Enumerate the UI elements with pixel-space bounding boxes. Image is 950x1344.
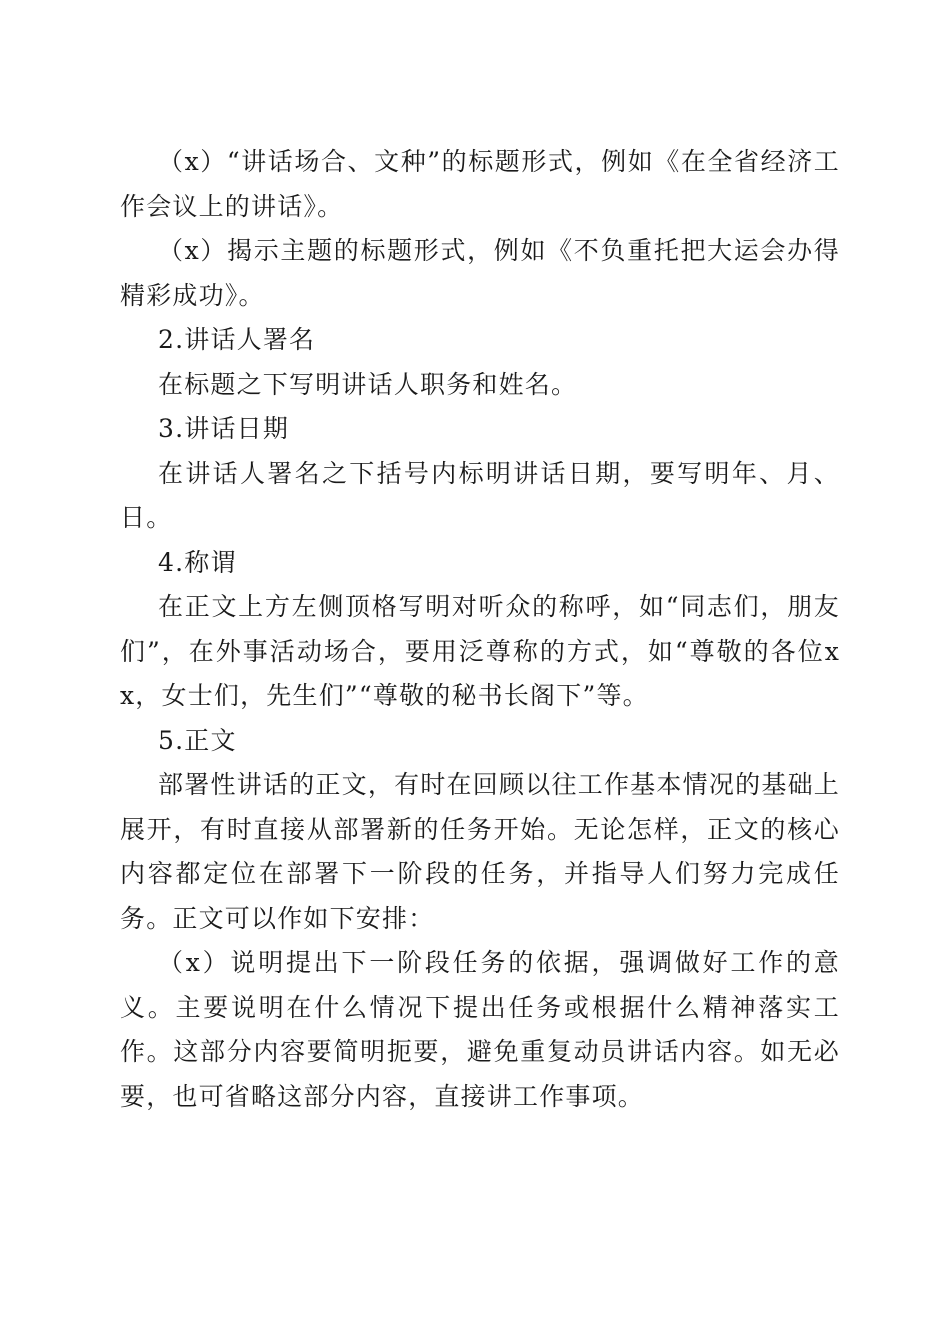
paragraph-main-text: 部署性讲话的正文，有时在回顾以往工作基本情况的基础上展开，有时直接从部署新的任务开始。无论怎样，正文的核心内容都定位在部署下一阶段的任务，并指导人们努力完成任务。正文可以作如下安排： xyxy=(120,770,840,933)
paragraph-speaker-signature: 在标题之下写明讲话人职务和姓名。 xyxy=(158,369,578,399)
paragraph-title-form-occasion: （x）“讲话场合、文种”的标题形式，例如《在全省经济工作会议上的讲话》。 xyxy=(120,147,840,221)
paragraph-speech-date: 在讲话人署名之下括号内标明讲话日期，要写明年、月、日。 xyxy=(120,458,840,532)
paragraph-title-form-theme: （x）揭示主题的标题形式，例如《不负重托把大运会办得精彩成功》。 xyxy=(120,236,840,310)
heading-speech-date: 3.讲话日期 xyxy=(158,414,290,443)
document-body xyxy=(120,140,840,1119)
paragraph-task-basis: （x）说明提出下一阶段任务的依据，强调做好工作的意义。主要说明在什么情况下提出任务或根据什么精神落实工作。这部分内容要简明扼要，避免重复动员讲话内容。如无必要，也可省略这部分内容，直接讲工作事项。 xyxy=(120,948,840,1111)
heading-main-text: 5.正文 xyxy=(158,725,237,755)
paragraph-salutation: 在正文上方左侧顶格写明对听众的称呼，如“同志们，朋友们”，在外事活动场合，要用泛尊称的方式，如“尊敬的各位xx，女士们，先生们”“尊敬的秘书长阁下”等。 xyxy=(120,592,840,710)
heading-salutation: 4.称谓 xyxy=(158,547,237,577)
heading-speaker-signature: 2.讲话人署名 xyxy=(158,325,316,354)
